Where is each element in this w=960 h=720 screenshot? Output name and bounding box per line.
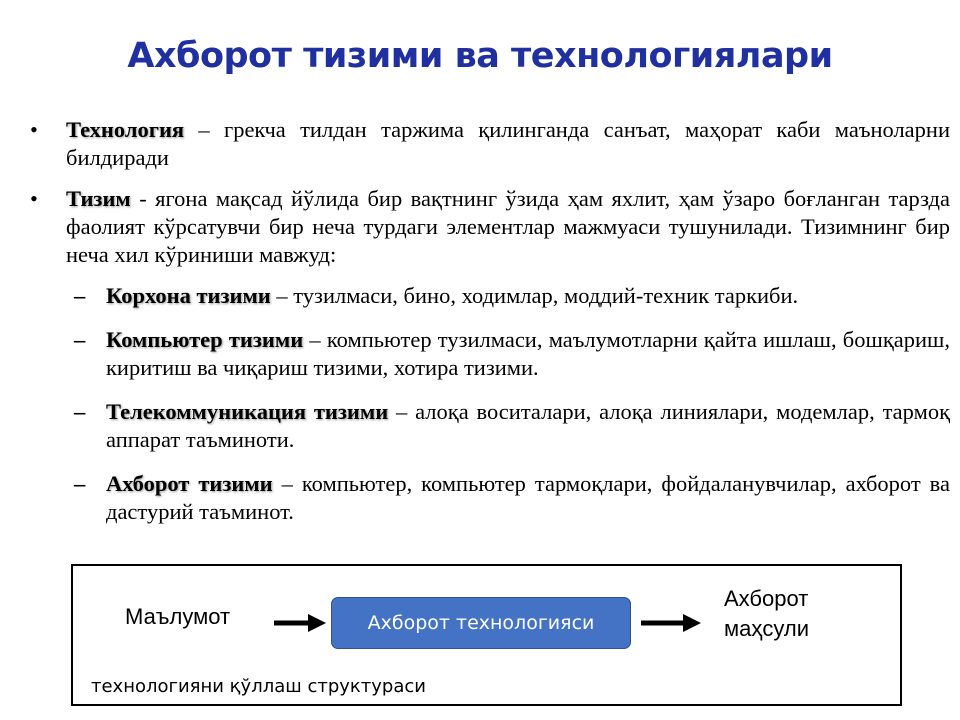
- sub-item-term: Компьютер тизими: [106, 327, 304, 352]
- bullet-text: - ягона мақсад йўлида бир вақтнинг ўзида ҳам яхлит, ҳам ўзаро боғланган тарзда фаолият кўрсатувчи бир неча турдаги элементлар мажмуаси тушунилади. Тизимнинг бир неча хил кўриниши мавжуд:: [66, 186, 950, 267]
- dash-marker: –: [74, 283, 86, 308]
- diagram-output-line-2: маҳсули: [724, 616, 810, 641]
- bullet-technology: [30, 116, 950, 172]
- sub-item-information-system: [30, 470, 950, 526]
- dash-marker: –: [74, 399, 86, 424]
- bullet-term: Технология: [66, 117, 185, 142]
- diagram-process-box: Ахборот технологияси: [331, 597, 631, 649]
- bullet-marker: •: [30, 186, 38, 211]
- diagram-input-label: Маълумот: [125, 604, 231, 629]
- sub-item-term: Телекоммуникация тизими: [106, 399, 389, 424]
- bullet-marker: •: [30, 117, 38, 142]
- dash-marker: –: [74, 327, 86, 352]
- sub-item-text: – алоқа воситалари, алоқа линиялари, модемлар, тармоқ аппарат таъминоти.: [106, 399, 950, 452]
- sub-item-text: – компьютер, компьютер тармоқлари, фойдаланувчилар, ахборот ва дастурий таъминот.: [106, 471, 950, 524]
- sub-item-term: Ахборот тизими: [106, 471, 273, 496]
- diagram-output-label: [724, 584, 809, 644]
- sub-item-text: – тузилмаси, бино, ходимлар, моддий-техник таркиби.: [270, 283, 799, 308]
- sub-item-computer-system: [30, 326, 950, 382]
- sub-item-text: – компьютер тузилмаси, маълумотларни қайта ишлаш, бошқариш, киритиш ва чиқариш тизими, хотира тизими.: [106, 327, 950, 380]
- technology-structure-diagram: [71, 564, 902, 706]
- arrow-right-icon: [641, 613, 701, 633]
- sub-item-enterprise-system: [30, 282, 950, 310]
- diagram-output-line-1: Ахборот: [724, 586, 809, 611]
- sub-item-term: Корхона тизими: [106, 283, 271, 308]
- diagram-caption: технологияни қўллаш структураси: [91, 676, 426, 697]
- dash-marker: –: [74, 471, 86, 496]
- slide-title: Ахборот тизими ва технологиялари: [127, 36, 833, 76]
- bullet-system: [30, 185, 950, 269]
- bullet-text: – грекча тилдан таржима қилинганда санъат, маҳорат каби маъноларни билдиради: [66, 117, 950, 170]
- bullet-term: Тизим: [66, 186, 131, 211]
- slide-content: [30, 116, 950, 542]
- arrow-right-icon: [274, 613, 326, 633]
- sub-item-telecom-system: [30, 398, 950, 454]
